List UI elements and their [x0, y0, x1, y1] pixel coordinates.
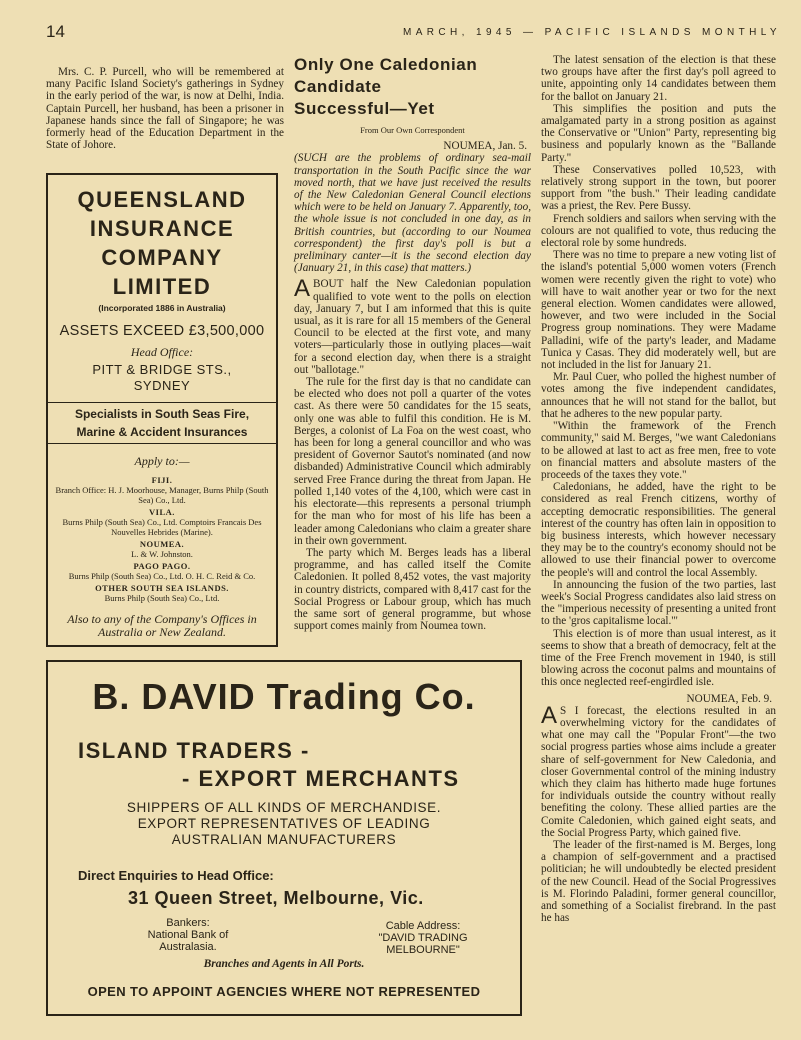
ad-apply-to: Apply to:— — [134, 454, 190, 468]
ad-also-offices: Also to any of the Company's Offices in Australia or New Zealand. — [67, 612, 257, 639]
ad-assets: ASSETS EXCEED £3,500,000 — [59, 323, 265, 339]
running-title: MARCH, 1945 — PACIFIC ISLANDS MONTHLY — [402, 27, 781, 38]
agent-item: OTHER SOUTH SEA ISLANDS. Burns Philp (South Sea) Co., Ltd. — [95, 583, 229, 603]
page-header — [46, 22, 781, 44]
article-headline: Only One Caledonian Candidate Successful—Yet — [294, 55, 478, 118]
article-paragraph: The latest sensation of the election is that these two groups have after the first day's poll agreed to unite, appointing only 14 candidates between them for the ballot on January 21. — [541, 54, 776, 103]
article-paragraph: The rule for the first day is that no candidate can be elected who does not poll a quarter of the votes cast. As there were 50 candidates for the 15 seats, only one was able to fulfil this condition. He is M. Berges, a colonist of La Foa on the west coast, who has been for long a general councillor and who was president of Governor Sautot's nominated (and now disbanded) Administrative Council which admirably served Free France during the threat from Japan. He polled 1,140 votes of the 4,100, which were cast in his electorate—this represents a personal triumph for the man who for most of his life has been a leader among Caledonians who claim a greater share in their own government. — [294, 376, 531, 547]
article-paragraph: This election is of more than usual interest, as it seems to show that a breath of democracy, felt at the time of the Free French movement in 1940, is still blowing across the coconut palms and mountains of this once neglected reef-engirdled isle. — [541, 627, 776, 689]
drop-cap: A — [541, 701, 558, 729]
article-paragraph: This simplifies the position and puts the amalgamated party in a strong position as against the Conservative or "Union" Party, representing big business and popularly known as the "Ballande Party." — [541, 102, 776, 164]
article-intro: (SUCH are the problems of ordinary sea-mail transportation in the South Pacific since the war moved north, that we have just received the results of the New Caledonian General Council elections which were to be held on January 7. Apparently, too, the whole issue is not concluded in one day, as in British countries, but (according to our Noumea correspondent) the first day's poll is but a preliminary canter—it is the second election day (January 21, in this case) that matters.) — [294, 152, 531, 275]
david-shippers: SHIPPERS OF ALL KINDS OF MERCHANDISE. EXPORT REPRESENTATIVES OF LEADING AUSTRALIAN MANUFACTURERS — [126, 800, 442, 847]
article-paragraph: There was no time to prepare a new voting list of the island's potential 5,000 women voters (French women were recently given the right to vote) who will have to wait another year or two for the next general election. Women candidates were allowed, however, and two were included in the Social Progress group nominations. They were Madame Palladini, wife of the party's leader, and Madame Tunica y Casas. They did moderately well, but are not included in the list for January 21. — [541, 249, 776, 372]
article-paragraph: The party which M. Berges leads has a liberal programme, and has called itself the Comite Caledonien. It polled 8,452 votes, the vast majority in country districts, compared with 8,417 cast for the Social Progress or Labour group, which has much the same sort of general programme, but whose support comes mainly from Noumea town. — [294, 546, 531, 633]
article-paragraph: In announcing the fusion of the two parties, last week's Social Progress candidates also laid stress on the "imperious necessity of presenting a united front to the 'gros capitalisme local.'" — [541, 578, 776, 628]
article-paragraph: Mr. Paul Cuer, who polled the highest number of votes among the five independent candidates, announces that he will not stand for the ballot, but that he adheres to the new popular party. — [541, 371, 776, 420]
agent-item: NOUMEA. L. & W. Johnston. — [131, 539, 193, 559]
david-open-agencies: OPEN TO APPOINT AGENCIES WHERE NOT REPRESENTED — [87, 984, 481, 999]
article-paragraph: French soldiers and sailors when serving with the colours are not qualified to vote, thus reducing the electoral role by some hundreds. — [541, 212, 776, 250]
david-export-merchants: - EXPORT MERCHANTS — [182, 766, 460, 791]
david-cable-address: Cable Address: "DAVID TRADING MELBOURNE" — [378, 920, 468, 956]
ad-company-name: QUEENSLAND INSURANCE COMPANY LIMITED — [77, 187, 247, 299]
article-paragraph: A S I forecast, the elections resulted in an overwhelming victory for the candidates of what one may call the "Popular Front"—the two social progress parties whose aims include a greater share of self-government for New Caledonia, and closer Governmental control of the mining industry which they claim has hitherto made huge fortunes for individuals outside the country without really benefiting the colony. These allied parties are the Comite Caledonien, which gained eight seats, and the Social Progress Party, which gained five. — [541, 701, 776, 839]
ad-specialists: Specialists in South Seas Fire, Marine & Accident Insurances — [48, 402, 276, 444]
david-company-name: B. DAVID Trading Co. — [92, 676, 476, 717]
article-paragraph: "Within the framework of the French community," said M. Berges, "we want Caledonians to be allowed at last to act as free men, free to vote on financial matters and absolute masters of the proceeds of the taxes they vote." — [541, 420, 776, 481]
ad-address: PITT & BRIDGE STS., SYDNEY — [92, 362, 232, 393]
ad-head-office-label: Head Office: — [130, 345, 194, 359]
page-number: 14 — [46, 22, 65, 41]
david-island-traders: ISLAND TRADERS - — [78, 738, 310, 763]
article-paragraph: These Conservatives polled 10,523, with relatively strong support in the town, but poorer support from "the bush." Their leading candidate was a priest, the Rev. Pere Bussy. — [541, 163, 776, 213]
david-branches: Branches and Agents in All Ports. — [203, 958, 365, 970]
david-street-address: 31 Queen Street, Melbourne, Vic. — [128, 888, 424, 908]
queensland-insurance-ad — [46, 173, 278, 647]
purcell-paragraph: Mrs. C. P. Purcell, who will be remembered at many Pacific Island Society's gatherings in Sydney in the early period of the war, is now at Delhi, India. Captain Purcell, her husband, has been a prisoner in Japanese hands since the fall of Singapore; he was formerly head of the Education Department in the State of Johore. — [46, 66, 284, 152]
article-paragraph: Caledonians, he added, have the right to be considered as real French citizens, worthy of accepting democratic responsibilities. The general interest of the country has often lain in opposition to big business interests, which however necessary they may be to the country's economy should not be allowed to use their financial power to overcome the people's will and control the local Assembly. — [541, 481, 776, 579]
article-paragraph: ABOUT half the New Caledonian population qualified to vote went to the polls on election day, January 7, but I am informed that this is quite usual, as it is rare for all 15 members of the General Council to be elected at the first vote, and many voters—particularly those in outlying places—wait for a second election day, when there is a straight out "ballotage." — [294, 275, 531, 376]
article-column-middle — [294, 54, 531, 632]
drop-cap: A — [294, 275, 311, 303]
ad-agent-list — [48, 475, 276, 603]
article-byline: From Our Own Correspondent — [360, 125, 465, 135]
david-trading-ad — [46, 660, 522, 1016]
david-direct-enquiries: Direct Enquiries to Head Office: — [78, 868, 274, 883]
article-paragraph: The leader of the first-named is M. Berges, long a champion of self-government and a practised politician; he will undoubtedly be elected president of the new Council. Head of the Social Progressives is M. Florindo Paladini, former general councillor, and something of a Socialist firebrand. In the past he has — [541, 839, 776, 925]
agent-item: PAGO PAGO. Burns Philp (South Sea) Co., Ltd. O. H. C. Reid & Co. — [68, 561, 256, 581]
article-dateline: NOUMEA, Jan. 5. — [443, 140, 527, 153]
david-bankers: Bankers: National Bank of Australasia. — [147, 917, 229, 953]
ad-incorporated: (Incorporated 1886 in Australia) — [98, 303, 226, 313]
article-column-right — [541, 54, 776, 924]
column-left-text — [46, 66, 284, 151]
agent-item: FIJI. Branch Office: H. J. Moorhouse, Manager, Burns Philp (South Sea) Co., Ltd. — [55, 475, 269, 505]
agent-item: VILA. Burns Philp (South Sea) Co., Ltd. Comptoirs Francais Des Nouvelles Hebrides (Marine). — [62, 507, 262, 537]
article-dateline: NOUMEA, Feb. 9. — [686, 692, 772, 705]
